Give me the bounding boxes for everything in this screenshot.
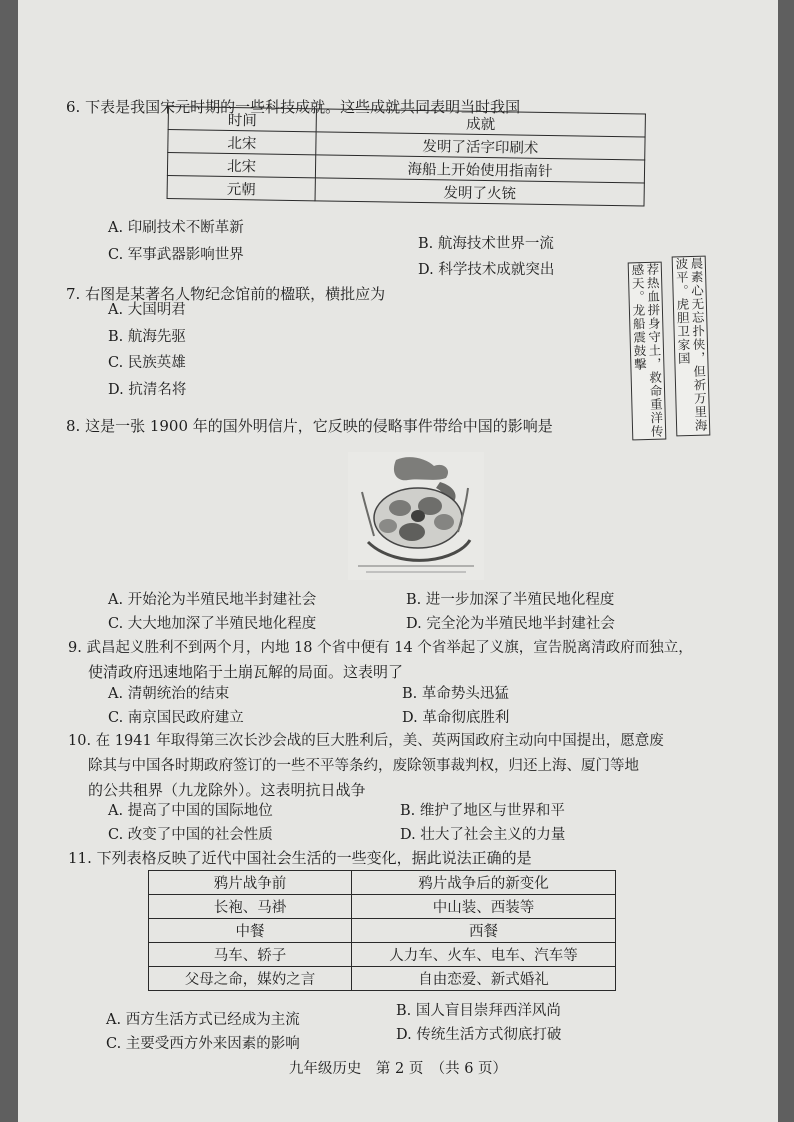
table-cell: 父母之命，媒妁之言	[149, 967, 352, 991]
q10-option-b: B. 维护了地区与世界和平	[400, 803, 565, 819]
q10-stem-line3: 的公共租界（九龙除外）。这表明抗日战争	[88, 781, 366, 799]
exam-page	[18, 0, 778, 1122]
table-row	[149, 919, 616, 943]
table-cell: 元朝	[167, 175, 315, 200]
table-cell: 中山装、西装等	[352, 895, 616, 919]
table-header-cell: 鸦片战争前	[149, 871, 352, 895]
q10-option-c: C. 改变了中国的社会性质	[108, 827, 273, 843]
couplet-left-text: 荐热血拼身守土，救命重洋传感天。龙船震鼓擊	[629, 262, 665, 439]
table-cell: 发明了活字印刷术	[316, 132, 645, 160]
q7-option-b: B. 航海先驱	[108, 329, 186, 345]
table-header-cell: 鸦片战争后的新变化	[352, 871, 616, 895]
table-cell: 长袍、马褂	[149, 895, 352, 919]
table-cell: 北宋	[168, 130, 316, 155]
page-footer: 九年级历史 第 2 页 （共 6 页）	[288, 1061, 508, 1077]
table-cell: 自由恋爱、新式婚礼	[352, 967, 616, 991]
q6-stem: 6. 下表是我国宋元时期的一些科技成就。这些成就共同表明当时我国	[66, 98, 521, 116]
table-cell: 中餐	[149, 919, 352, 943]
q11-option-b: B. 国人盲目崇拜西洋风尚	[396, 1003, 561, 1019]
couplet-right-text: 晨素心无忘扑侠，但祈万里海波平。虎胆卫家国	[673, 256, 709, 433]
q8-option-b: B. 进一步加深了半殖民地化程度	[406, 592, 615, 608]
table-cell: 北宋	[167, 153, 315, 178]
table-cell: 人力车、火车、电车、汽车等	[352, 943, 616, 967]
q11-option-a: A. 西方生活方式已经成为主流	[106, 1012, 300, 1028]
q8-stem: 8. 这是一张 1900 年的国外明信片，它反映的侵略事件带给中国的影响是	[66, 417, 553, 435]
table-cell: 西餐	[352, 919, 616, 943]
table-cell: 马车、轿子	[149, 943, 352, 967]
q10-stem-line1: 10. 在 1941 年取得第三次长沙会战的巨大胜利后，美、英两国政府主动向中国提出，愿意废	[68, 733, 664, 749]
q6-option-c: C. 军事武器影响世界	[108, 247, 244, 263]
q9-option-a: A. 清朝统治的结束	[108, 686, 230, 702]
table-row	[149, 895, 616, 919]
q8-option-a: A. 开始沦为半殖民地半封建社会	[108, 592, 317, 608]
q10-stem-line2: 除其与中国各时期政府签订的一些不平等条约，废除领事裁判权，归还上海、厦门等地	[88, 758, 639, 774]
table-row	[149, 967, 616, 991]
q9-option-b: B. 革命势头迅猛	[402, 686, 509, 702]
q7-option-d: D. 抗清名将	[108, 382, 187, 398]
q7-option-a: A. 大国明君	[108, 302, 186, 318]
q6-option-a: A. 印刷技术不断革新	[108, 220, 244, 236]
table-row	[149, 871, 616, 895]
q10-option-d: D. 壮大了社会主义的力量	[400, 827, 566, 843]
q9-option-c: C. 南京国民政府建立	[108, 710, 244, 726]
table-header-cell: 时间	[168, 107, 316, 132]
q11-table	[148, 870, 616, 991]
q11-option-c: C. 主要受西方外来因素的影响	[106, 1036, 300, 1052]
table-cell: 海船上开始使用指南针	[315, 155, 644, 183]
table-cell: 发明了火铳	[315, 178, 644, 206]
q8-option-c: C. 大大地加深了半殖民地化程度	[108, 616, 317, 632]
q9-stem-line1: 9. 武昌起义胜利不到两个月，内地 18 个省中便有 14 个省举起了义旗，宣告脱离清政府而独立，	[68, 640, 693, 656]
couplet-left-scroll	[628, 262, 667, 441]
table-header-cell: 成就	[316, 109, 645, 137]
table-row	[149, 943, 616, 967]
q10-option-a: A. 提高了中国的国际地位	[108, 803, 273, 819]
q11-stem: 11. 下列表格反映了近代中国社会生活的一些变化，据此说法正确的是	[68, 849, 532, 867]
q9-option-d: D. 革命彻底胜利	[402, 710, 510, 726]
q6-option-d: D. 科学技术成就突出	[418, 262, 555, 278]
q11-option-d: D. 传统生活方式彻底打破	[396, 1027, 562, 1043]
q6-table	[167, 106, 646, 206]
q8-option-d: D. 完全沦为半殖民地半封建社会	[406, 616, 615, 632]
q7-option-c: C. 民族英雄	[108, 355, 186, 371]
q6-option-b: B. 航海技术世界一流	[418, 236, 554, 252]
postcard-image	[348, 452, 484, 580]
q9-stem-line2: 使清政府迅速地陷于土崩瓦解的局面。这表明了	[88, 663, 404, 681]
couplet-right-scroll	[672, 256, 711, 437]
q7-stem: 7. 右图是某著名人物纪念馆前的楹联，横批应为	[66, 285, 386, 303]
